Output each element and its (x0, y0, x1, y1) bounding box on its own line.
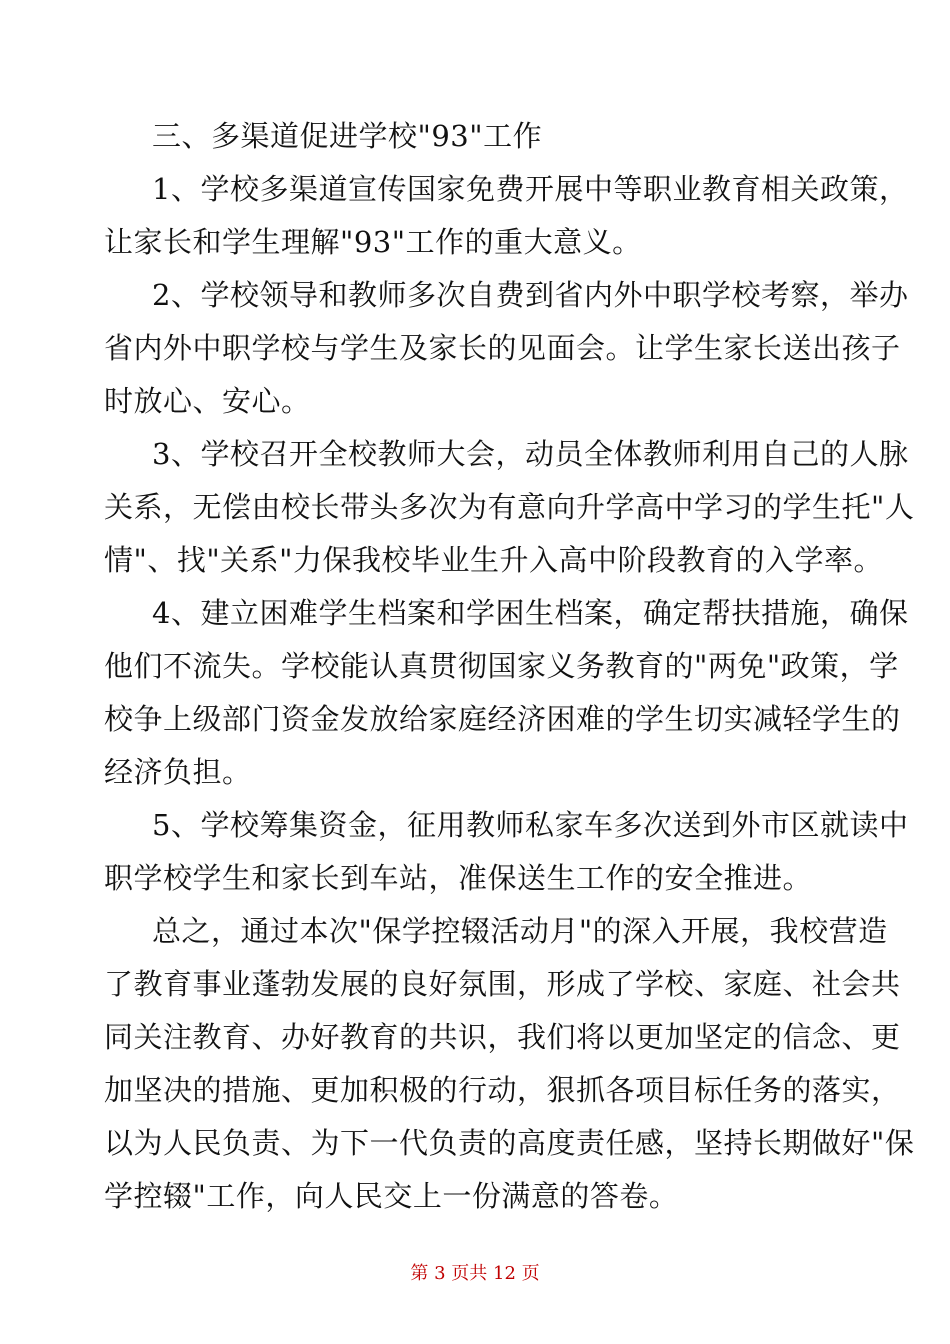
paragraph-4-line-1: 4、建立困难学生档案和学困生档案，确定帮扶措施，确保 (152, 596, 909, 630)
paragraph-5-line-1: 5、学校筹集资金，征用教师私家车多次送到外市区就读中 (152, 808, 909, 842)
paragraph-1-line-1: 1、学校多渠道宣传国家免费开展中等职业教育相关政策， (152, 172, 909, 206)
section-heading: 三、多渠道促进学校"93"工作 (152, 119, 543, 153)
paragraph-2-line-2: 省内外中职学校与学生及家长的见面会。让学生家长送出孩子 (104, 331, 901, 365)
paragraph-4-line-3: 校争上级部门资金发放给家庭经济困难的学生切实减轻学生的 (104, 702, 901, 736)
page-number: 第 3 页共 12 页 (410, 1263, 540, 1284)
paragraph-4-line-2: 他们不流失。学校能认真贯彻国家义务教育的"两免"政策，学 (104, 649, 899, 683)
paragraph-3-line-1: 3、学校召开全校教师大会，动员全体教师利用自己的人脉 (152, 437, 909, 471)
paragraph-3-line-2: 关系，无偿由校长带头多次为有意向升学高中学习的学生托"人 (104, 490, 915, 524)
conclusion-line-2: 了教育事业蓬勃发展的良好氛围，形成了学校、家庭、社会共 (104, 967, 901, 1001)
paragraph-1-line-2: 让家长和学生理解"93"工作的重大意义。 (104, 225, 642, 259)
conclusion-line-4: 加坚决的措施、更加积极的行动，狠抓各项目标任务的落实， (104, 1073, 901, 1107)
conclusion-line-5: 以为人民负责、为下一代负责的高度责任感，坚持长期做好"保 (104, 1126, 915, 1160)
paragraph-5-line-2: 职学校学生和家长到车站，准保送生工作的安全推进。 (104, 861, 813, 895)
paragraph-2-line-3: 时放心、安心。 (104, 384, 311, 418)
paragraph-3-line-3: 情"、找"关系"力保我校毕业生升入高中阶段教育的入学率。 (104, 543, 884, 577)
paragraph-4-line-4: 经济负担。 (104, 755, 252, 789)
conclusion-line-6: 学控辍"工作，向人民交上一份满意的答卷。 (104, 1179, 679, 1213)
paragraph-2-line-1: 2、学校领导和教师多次自费到省内外中职学校考察，举办 (152, 278, 909, 312)
conclusion-line-1: 总之，通过本次"保学控辍活动月"的深入开展，我校营造 (152, 914, 888, 948)
conclusion-line-3: 同关注教育、办好教育的共识，我们将以更加坚定的信念、更 (104, 1020, 901, 1054)
